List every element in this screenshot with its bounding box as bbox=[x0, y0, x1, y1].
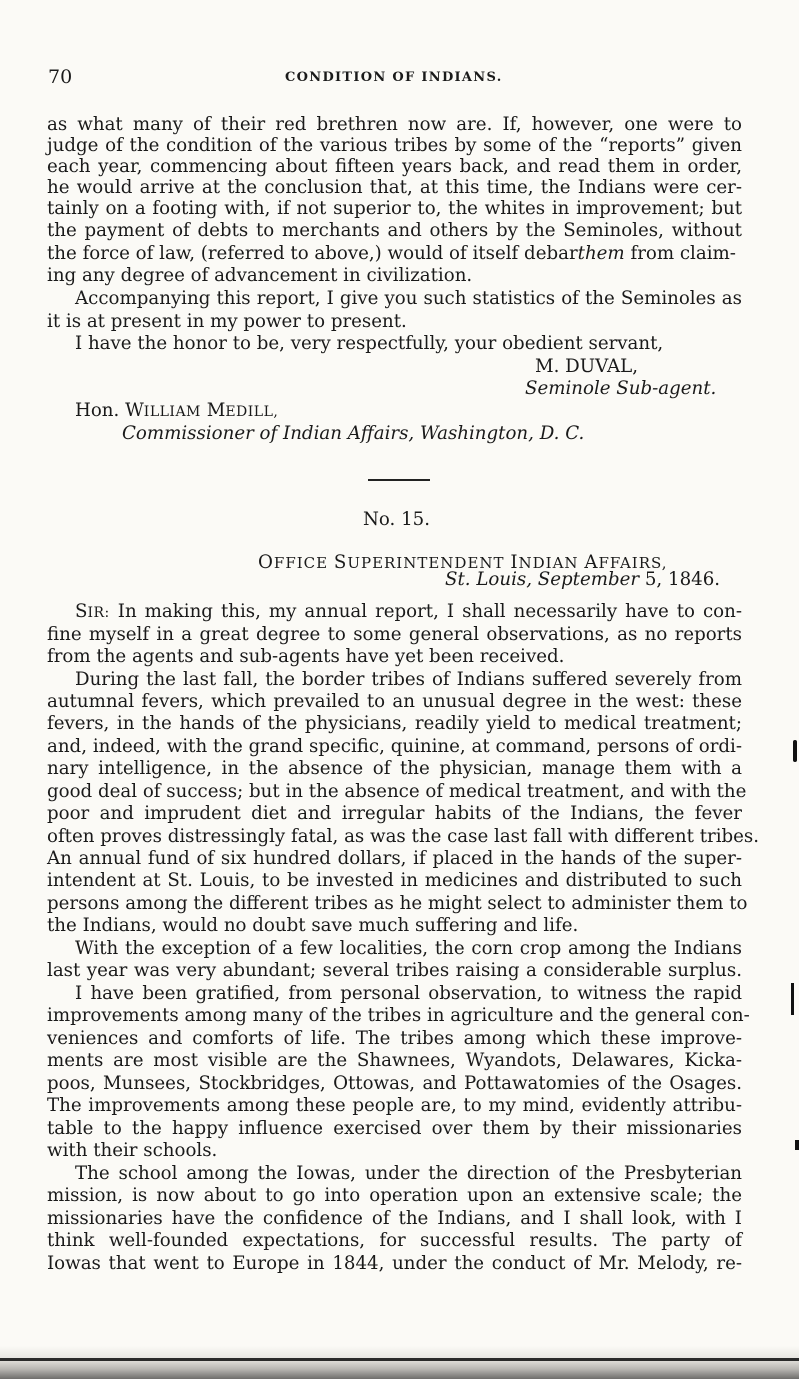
office-cap: S bbox=[333, 552, 348, 573]
scan-mark bbox=[793, 740, 797, 762]
salutation-smallcaps: IR: bbox=[87, 605, 110, 621]
body-line: nary intelligence, in the absence of the physician, manage them with a bbox=[47, 758, 742, 779]
page-bottom-line bbox=[0, 1358, 799, 1361]
body-line: veniences and comforts of life. The tribes among which these improve- bbox=[47, 1028, 742, 1049]
addressee-smallcaps: EDILL, bbox=[225, 404, 279, 420]
body-line: poos, Munsees, Stockbridges, Ottowas, and Pottawatomies of the Osages. bbox=[47, 1073, 742, 1094]
office-smallcaps: FFAIRS, bbox=[598, 554, 668, 572]
body-line: tainly on a footing with, if not superior to, the whites in improvement; but bbox=[47, 198, 742, 219]
scan-mark bbox=[795, 1140, 799, 1150]
body-line: The improvements among these people are, to my mind, evidently attribu- bbox=[47, 1095, 742, 1116]
body-line: The school among the Iowas, under the direction of the Presbyterian bbox=[75, 1163, 742, 1184]
body-line: improvements among many of the tribes in agriculture and the general con- bbox=[47, 1005, 750, 1026]
document-number: No. 15. bbox=[363, 509, 431, 530]
body-line: think well-founded expectations, for successful results. The party of bbox=[47, 1230, 742, 1251]
office-smallcaps: UPERINTENDENT bbox=[347, 554, 511, 572]
body-line: last year was very abundant; several tribes raising a considerable surplus. bbox=[47, 960, 742, 981]
section-divider bbox=[368, 479, 430, 481]
body-line: An annual fund of six hundred dollars, if placed in the hands of the super- bbox=[47, 848, 742, 869]
place-date-italic: St. Louis, September bbox=[445, 569, 640, 590]
office-cap: O bbox=[258, 552, 274, 573]
body-line: ing any degree of advancement in civilization. bbox=[47, 265, 473, 286]
addressee-prefix: Hon. bbox=[75, 400, 126, 421]
scan-mark bbox=[791, 983, 794, 1015]
body-line: from the agents and sub-agents have yet been received. bbox=[47, 646, 565, 667]
body-line: often proves distressingly fatal, as was the case last fall with different tribes. bbox=[47, 826, 760, 847]
addressee-name bbox=[75, 400, 278, 421]
salutation-cap: S bbox=[75, 601, 88, 622]
body-line: as what many of their red brethren now are. If, however, one were to bbox=[47, 114, 742, 135]
body-line bbox=[47, 243, 742, 264]
addressee-smallcaps: ILLIAM bbox=[143, 404, 201, 420]
signature-title: Seminole Sub-agent. bbox=[525, 378, 717, 399]
body-text: the force of law, (referred to above,) would of itself debar bbox=[47, 243, 578, 264]
body-line: persons among the different tribes as he might select to administer them to bbox=[47, 893, 748, 914]
body-text: In making this, my annual report, I shall necessarily have to con- bbox=[109, 601, 742, 622]
addressee-title: Commissioner of Indian Affairs, Washington, D. C. bbox=[122, 423, 585, 444]
body-line: Iowas that went to Europe in 1844, under the conduct of Mr. Melody, re- bbox=[47, 1253, 742, 1274]
body-line: each year, commencing about fifteen years back, and read them in order, bbox=[47, 156, 742, 177]
body-line: table to the happy influence exercised over them by their missionaries bbox=[47, 1118, 742, 1139]
body-text: from claim- bbox=[624, 243, 736, 264]
body-line: mission, is now about to go into operation upon an extensive scale; the bbox=[47, 1185, 742, 1206]
running-head: CONDITION OF INDIANS. bbox=[285, 70, 503, 85]
body-line: I have been gratified, from personal observation, to witness the rapid bbox=[75, 983, 742, 1004]
body-line: judge of the condition of the various tribes by some of the “reports” given bbox=[47, 135, 742, 156]
page-number: 70 bbox=[48, 66, 73, 88]
body-line: with their schools. bbox=[47, 1140, 218, 1161]
body-line: poor and imprudent diet and irregular habits of the Indians, the fever bbox=[47, 803, 742, 824]
emphasis-them: them bbox=[577, 243, 625, 264]
body-line: missionaries have the confidence of the Indians, and I shall look, with I bbox=[47, 1208, 742, 1229]
body-line: it is at present in my power to present. bbox=[47, 311, 407, 332]
signature-name: M. DUVAL, bbox=[535, 356, 638, 377]
body-line: Accompanying this report, I give you such statistics of the Seminoles as bbox=[75, 288, 742, 309]
body-line: fevers, in the hands of the physicians, readily yield to medical treatment; bbox=[47, 713, 742, 734]
addressee-cap: M bbox=[200, 400, 226, 421]
body-line: With the exception of a few localities, the corn crop among the Indians bbox=[75, 938, 742, 959]
place-date-year: 5, 1846. bbox=[639, 569, 721, 590]
body-line: I have the honor to be, very respectfully, your obedient servant, bbox=[75, 333, 664, 354]
body-line: the payment of debts to merchants and others by the Seminoles, without bbox=[47, 220, 742, 241]
body-line: good deal of success; but in the absence of medical treatment, and with the bbox=[47, 781, 747, 802]
body-line: During the last fall, the border tribes of Indians suffered severely from bbox=[75, 669, 742, 690]
office-smallcaps: NDIAN bbox=[518, 554, 585, 572]
body-line bbox=[75, 601, 742, 624]
body-line: autumnal fevers, which prevailed to an unusual degree in the west: these bbox=[47, 691, 742, 712]
office-cap: A bbox=[584, 552, 599, 573]
office-cap: I bbox=[510, 552, 519, 573]
body-line: he would arrive at the conclusion that, at this time, the Indians were cer- bbox=[47, 177, 742, 198]
office-smallcaps: FFICE bbox=[273, 554, 334, 572]
body-line: intendent at St. Louis, to be invested in medicines and distributed to such bbox=[47, 870, 742, 891]
body-line: the Indians, would no doubt save much suffering and life. bbox=[47, 915, 579, 936]
body-line: ments are most visible are the Shawnees, Wyandots, Delawares, Kicka- bbox=[47, 1050, 742, 1071]
place-date bbox=[445, 569, 720, 590]
addressee-cap: W bbox=[125, 400, 144, 421]
page-bottom-shadow bbox=[0, 1346, 799, 1379]
body-line: and, indeed, with the grand specific, quinine, at command, persons of ordi- bbox=[47, 736, 742, 757]
body-line: fine myself in a great degree to some general observations, as no reports bbox=[47, 624, 742, 645]
